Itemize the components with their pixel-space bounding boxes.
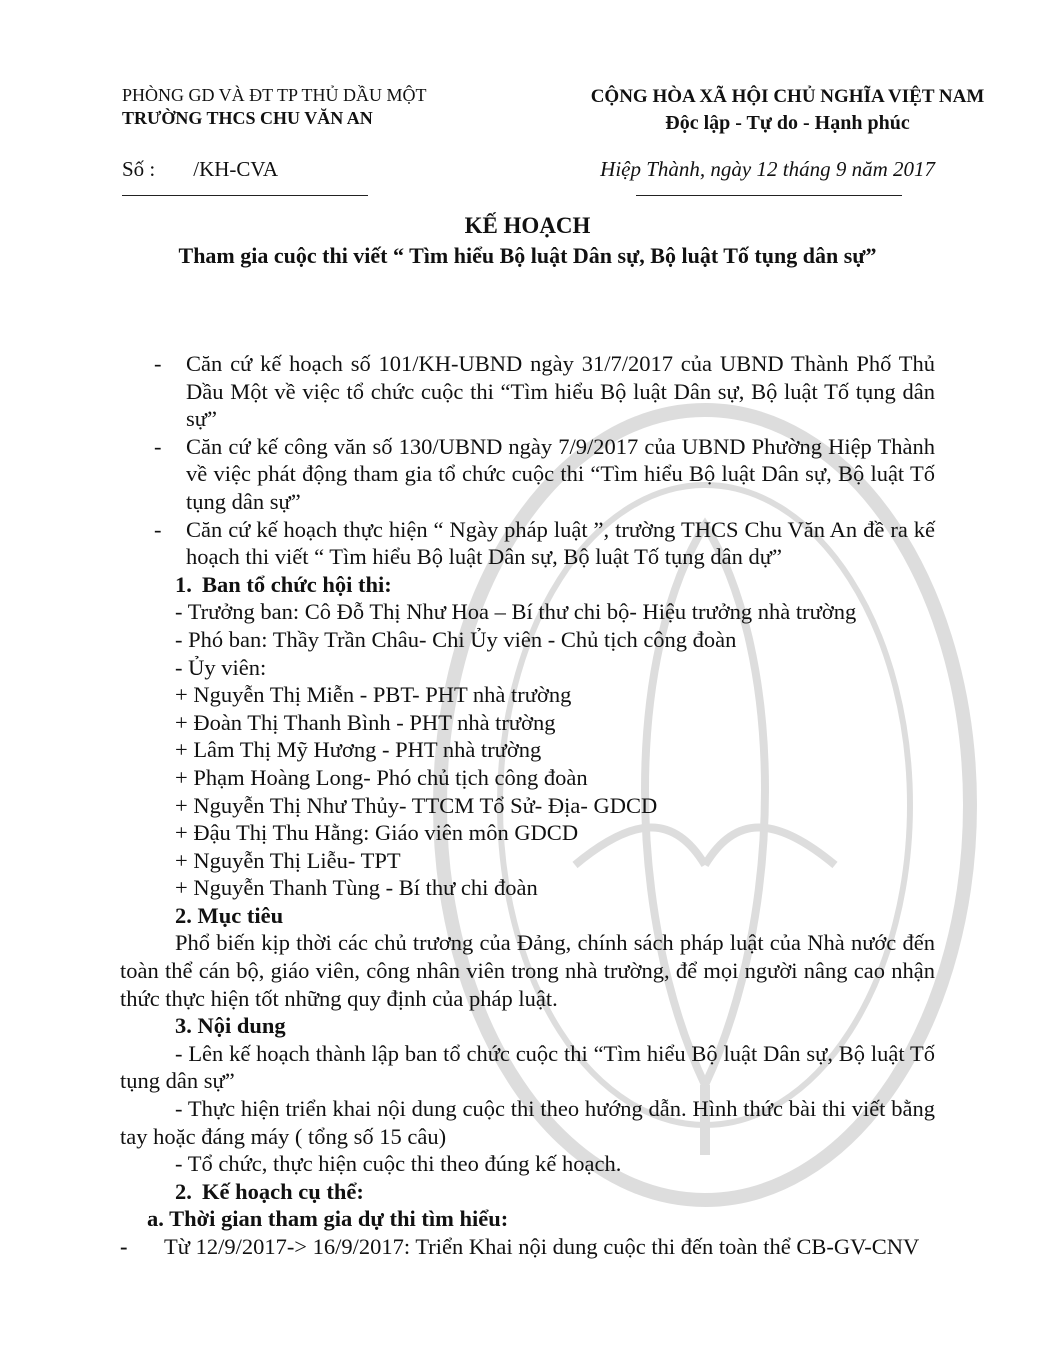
section-1-heading: 1. Ban tổ chức hội thi:: [175, 571, 392, 597]
number-code: /KH-CVA: [193, 157, 279, 181]
committee-member: + Lâm Thị Mỹ Hương - PHT nhà trường: [175, 737, 542, 763]
subsection-a-heading: a. Thời gian tham gia dự thi tìm hiểu:: [147, 1206, 509, 1232]
committee-member: + Nguyễn Thanh Tùng - Bí thư chi đoàn: [175, 875, 538, 901]
basis-item: - Căn cứ kế hoạch thực hiện “ Ngày pháp luật ”, trường THCS Chu Văn An đề ra kế hoạch thi viết “ Tìm hiểu Bộ luật Dân sự, Bộ luật Tố tụng dân dự”: [154, 516, 935, 570]
section-3-heading: 3. Nội dung: [175, 1013, 286, 1039]
content-item: - Lên kế hoạch thành lập ban tổ chức cuộc thi “Tìm hiểu Bộ luật Dân sự, Bộ luật Tố tụng dân sự”: [120, 1040, 935, 1094]
schedule-item: - Từ 12/9/2017-> 16/9/2017: Triển Khai nội dung cuộc thi đến toàn thể CB-GV-CNV: [120, 1234, 920, 1259]
committee-member: + Nguyễn Thị Liễu- TPT: [175, 847, 401, 873]
committee-member: + Nguyễn Thị Như Thủy- TTCM Tổ Sử- Địa- GDCD: [175, 792, 658, 818]
document-subtitle: Tham gia cuộc thi viết “ Tìm hiểu Bộ luật Dân sự, Bộ luật Tố tụng dân sự”: [178, 243, 877, 268]
document-body: [120, 350, 935, 1261]
basis-item: - Căn cứ kế hoạch số 101/KH-UBND ngày 31/7/2017 của UBND Thành Phố Thủ Dầu Một về việc tổ chức cuộc thi “Tìm hiểu Bộ luật Dân sự, Bộ luật Tố tụng dân sự”: [154, 351, 935, 432]
national-header: [560, 84, 1015, 136]
number-label: Số :: [122, 157, 156, 181]
left-divider: [122, 195, 368, 196]
committee-member: + Đậu Thị Thu Hằng: Giáo viên môn GDCD: [175, 820, 579, 846]
issuing-authority: [122, 84, 427, 130]
committee-member: + Phạm Hoàng Long- Phó chủ tịch công đoàn: [175, 764, 588, 790]
department-name: PHÒNG GD VÀ ĐT TP THỦ DẦU MỘT: [122, 85, 427, 105]
committee-line: - Phó ban: Thầy Trần Châu- Chi Ủy viên - Chủ tịch công đoàn: [175, 626, 737, 652]
content-item: - Tổ chức, thực hiện cuộc thi theo đúng kế hoạch.: [175, 1151, 622, 1177]
committee-member: + Đoàn Thị Thanh Bình - PHT nhà trường: [175, 709, 556, 735]
committee-line: - Trưởng ban: Cô Đỗ Thị Như Hoa – Bí thư chi bộ- Hiệu trưởng nhà trường: [175, 599, 857, 625]
document-number: [122, 157, 278, 182]
national-motto: Độc lập - Tự do - Hạnh phúc: [665, 112, 910, 134]
right-divider: [636, 195, 902, 196]
republic-name: CỘNG HÒA XÃ HỘI CHỦ NGHĨA VIỆT NAM: [590, 86, 985, 107]
committee-member: + Nguyễn Thị Miễn - PBT- PHT nhà trường: [175, 682, 572, 708]
section-4-heading: 2. Kế hoạch cụ thể:: [175, 1178, 364, 1204]
document-title: KẾ HOẠCH: [464, 213, 591, 238]
committee-line: - Ủy viên:: [175, 654, 267, 680]
place-date: Hiệp Thành, ngày 12 tháng 9 năm 2017: [600, 157, 935, 181]
school-name: TRƯỜNG THCS CHU VĂN AN: [122, 108, 373, 128]
basis-item: - Căn cứ kế công văn số 130/UBND ngày 7/9/2017 của UBND Phường Hiệp Thành về việc phát động tham gia tổ chức cuộc thi “Tìm hiểu Bộ luật Dân sự, Bộ luật Tố tụng dân sự”: [154, 433, 935, 514]
section-2-heading: 2. Mục tiêu: [175, 902, 284, 928]
objective-text: Phổ biến kịp thời các chủ trương của Đảng, chính sách pháp luật của Nhà nước đến toàn thể cán bộ, giáo viên, công nhân viên trong nhà trường, để mọi người nâng cao nhận thức thực hiện tốt những quy định của pháp luật.: [120, 930, 935, 1011]
content-item: - Thực hiện triển khai nội dung cuộc thi theo hướng dẫn. Hình thức bài thi viết bằng tay hoặc đáng máy ( tổng số 15 câu): [120, 1096, 935, 1149]
